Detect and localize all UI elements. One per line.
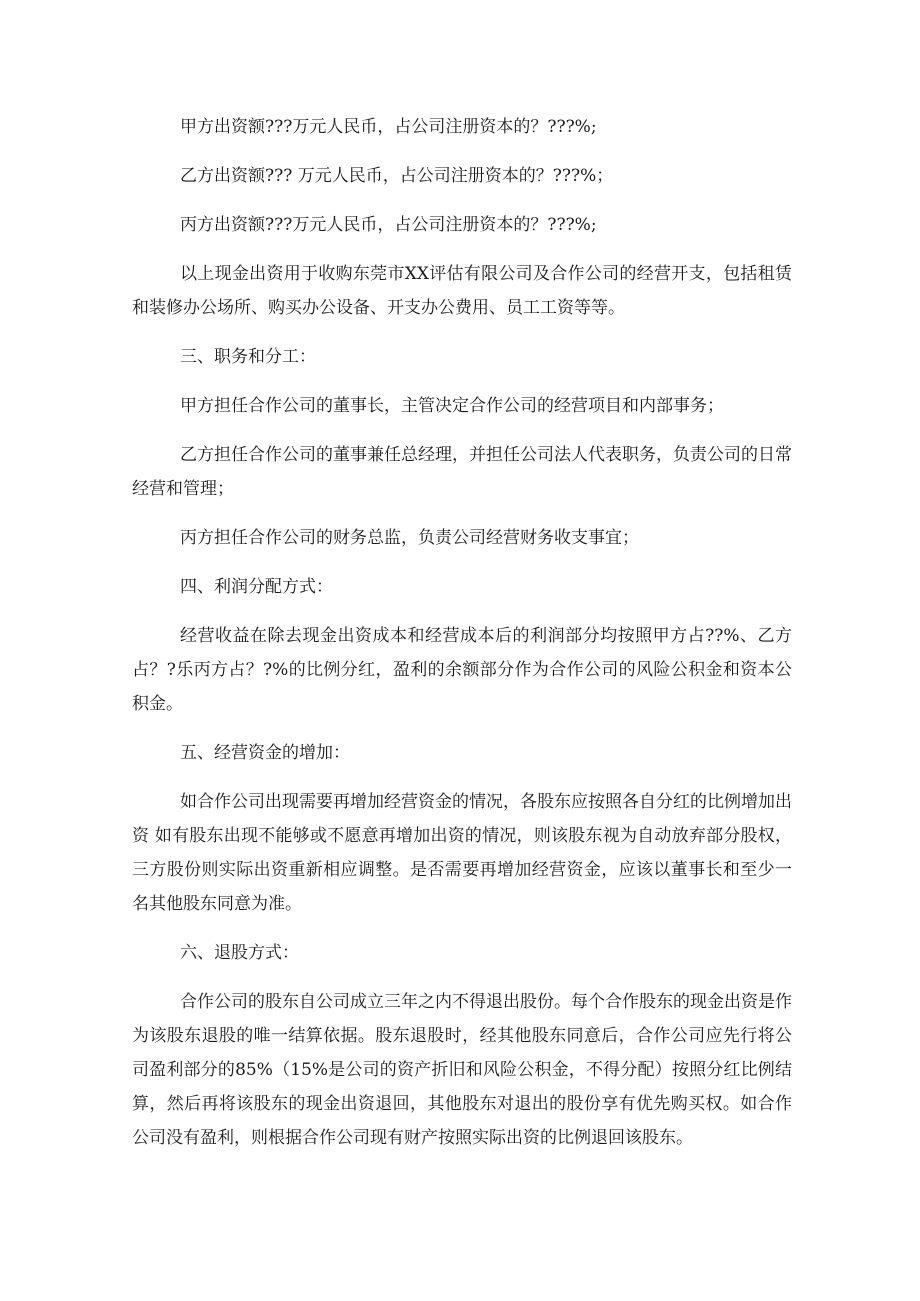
section-heading-capital-increase: 五、经营资金的增加： xyxy=(180,743,350,763)
paragraph-party-c-duty: 丙方担任合作公司的财务总监，负责公司经营财务收支事宜； xyxy=(180,528,639,548)
section-heading-profit-distribution: 四、利润分配方式： xyxy=(180,577,333,597)
paragraph-party-a-capital: 甲方出资额???万元人民币，占公司注册资本的？???%; xyxy=(180,117,597,137)
document-body xyxy=(132,110,792,1170)
paragraph-capital-increase: 如合作公司出现需要再增加经营资金的情况，各股东应按照各自分红的比例增加出资 如有股东出现不能够或不愿意再增加出资的情况，则该股东视为自动放弃部分股权，三方股份则实际出资重新相应调整。是否需要再增加经营资金，应该以董事长和至少一名其他股东同意为准。 xyxy=(132,792,792,914)
paragraph-party-b-duty: 乙方担任合作公司的董事兼任总经理，并担任公司法人代表职务，负责公司的日常经营和管理； xyxy=(132,445,792,499)
paragraph-profit-distribution: 经营收益在除去现金出资成本和经营成本后的利润部分均按照甲方占??%、乙方占？?乐丙方占？?%的比例分红，盈利的余额部分作为合作公司的风险公积金和资本公积金。 xyxy=(132,626,792,714)
section-heading-duties: 三、职务和分工： xyxy=(180,347,316,367)
section-heading-withdrawal: 六、退股方式： xyxy=(180,943,299,963)
paragraph-party-c-capital: 丙方出资额???万元人民币，占公司注册资本的？???%; xyxy=(180,215,597,235)
paragraph-party-b-capital: 乙方出资额??? 万元人民币，占公司注册资本的？???%； xyxy=(180,166,614,186)
paragraph-withdrawal: 合作公司的股东自公司成立三年之内不得退出股份。每个合作股东的现金出资是作为该股东退股的唯一结算依据。股东退股时，经其他股东同意后，合作公司应先行将公司盈利部分的85%（15%是公司的资产折旧和风险公积金，不得分配）按照分红比例结算，然后再将该股东的现金出资退回，其他股东对退出的股份享有优先购买权。如合作公司没有盈利，则根据合作公司现有财产按照实际出资的比例退回该股东。 xyxy=(132,992,792,1148)
paragraph-capital-usage: 以上现金出资用于收购东莞市XX评估有限公司及合作公司的经营开支，包括租赁和装修办公场所、购买办公设备、开支办公费用、员工工资等等。 xyxy=(132,264,792,318)
paragraph-party-a-duty: 甲方担任合作公司的董事长，主管决定合作公司的经营项目和内部事务； xyxy=(180,396,724,416)
